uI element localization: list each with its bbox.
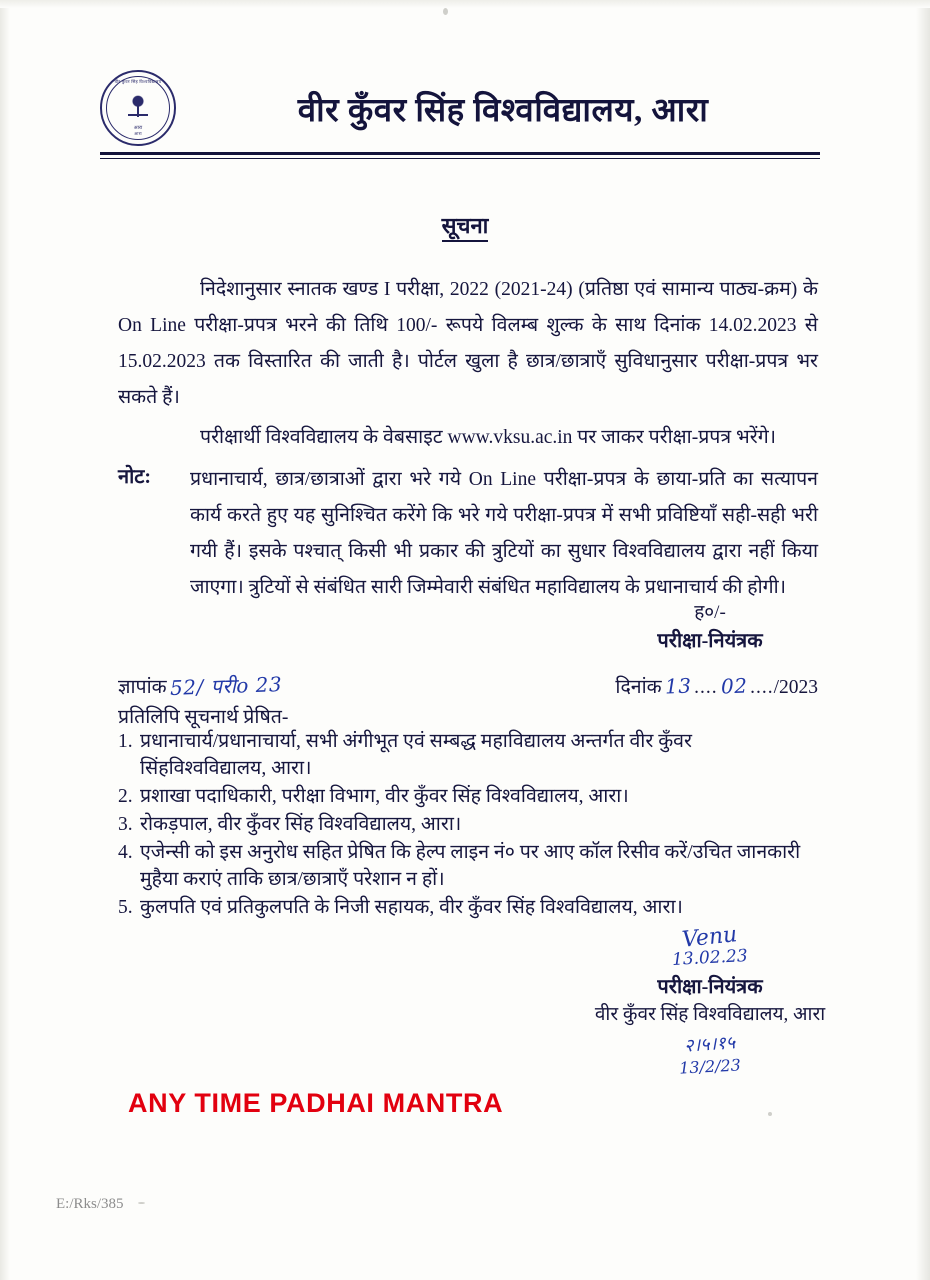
scan-speck bbox=[443, 8, 448, 15]
signature-date-text: 13.02.23 bbox=[671, 946, 749, 970]
paragraph-main: निदेशानुसार स्नातक खण्ड I परीक्षा, 2022 (2021-24) (प्रतिष्ठा एवं सामान्य पाठ्य-क्रम) के On Line परीक्षा-प्रपत्र भरने की तिथि 100/- रूपये विलम्ब शुल्क के साथ दिनांक 14.02.2023 से 15.02.2023 तक विस्तारित की जाती है। पोर्टल खुला है छात्र/छात्राएँ सुविधानुसार परीक्षा-प्रपत्र भर सकते हैं। bbox=[118, 279, 818, 408]
page-title bbox=[0, 210, 930, 240]
memo-date-year: /2023 bbox=[773, 677, 818, 698]
signature-designation-top: परीक्षा-नियंत्रक bbox=[657, 630, 763, 652]
list-item-text: कुलपति एवं प्रतिकुलपति के निजी सहायक, वीर कुँवर सिंह विश्वविद्यालय, आरा। bbox=[140, 897, 683, 918]
page-title-text: सूचना bbox=[442, 213, 489, 242]
memo-date-day: 13 bbox=[664, 673, 692, 699]
scan-speck bbox=[768, 1112, 772, 1116]
note-label: नोट: bbox=[118, 466, 152, 488]
list-item bbox=[118, 839, 818, 893]
list-item-number: 4. bbox=[118, 842, 133, 863]
copy-to-heading: प्रतिलिपि सूचनार्थ प्रेषित- bbox=[118, 707, 289, 728]
list-item-number: 3. bbox=[118, 814, 133, 835]
memo-number-group bbox=[118, 672, 285, 699]
list-item-text: एजेन्सी को इस अनुरोध सहित प्रेषित कि हेल्प लाइन नं० पर आए कॉल रिसीव करें/उचित जानकारी मुहैया कराएं ताकि छात्र/छात्राएँ परेशान न हों। bbox=[140, 842, 801, 890]
list-item bbox=[118, 728, 818, 782]
university-name: वीर कुँवर सिंह विश्वविद्यालय, आरा bbox=[297, 92, 709, 129]
signature-block-top bbox=[600, 598, 820, 653]
secondary-signature-wrap bbox=[560, 1026, 860, 1076]
scan-edge-left bbox=[0, 0, 10, 1280]
secondary-signature-date: 13/2/23 bbox=[678, 1055, 742, 1078]
signature-ho-mark: ह०/- bbox=[694, 602, 726, 623]
list-item-text: प्रधानाचार्य/प्रधानाचार्या, सभी अंगीभूत एवं सम्बद्ध महाविद्यालय अन्तर्गत वीर कुँवर सिंहविश्वविद्यालय, आरा। bbox=[140, 731, 693, 779]
list-item bbox=[118, 894, 818, 921]
seal-crest-sub-text: आरा bbox=[133, 126, 143, 131]
university-seal-icon bbox=[100, 70, 176, 146]
footer-file-code: E:/Rks/385 bbox=[56, 1196, 124, 1212]
memo-number-handwritten: 52/ परीo 23 bbox=[169, 672, 283, 700]
list-item-number: 2. bbox=[118, 786, 133, 807]
scan-edge-right bbox=[916, 0, 930, 1280]
divider-thin-line bbox=[100, 158, 820, 159]
divider-thick-line bbox=[100, 152, 820, 155]
memo-label: ज्ञापांक bbox=[118, 677, 167, 698]
memo-date-dots-2: .... bbox=[750, 677, 774, 698]
secondary-signature-text: २।५।१५ bbox=[683, 1032, 737, 1057]
seal-arc-top-text: वीर कुँवर सिंह विश्वविद्यालय bbox=[114, 79, 162, 84]
memo-date-label: दिनांक bbox=[615, 677, 662, 698]
list-item-number: 1. bbox=[118, 731, 133, 752]
watermark-text: ANY TIME PADHAI MANTRA bbox=[128, 1088, 504, 1118]
note-text: प्रधानाचार्य, छात्र/छात्राओं द्वारा भरे गये On Line परीक्षा-प्रपत्र के छाया-प्रति का सत्यापन कार्य करते हुए यह सुनिश्चित करेंगे कि भरे गये परीक्षा-प्रपत्र में सभी प्रविष्टियाँ सही-सही भरी गयी हैं। इसके पश्चात् किसी भी प्रकार की त्रुटियों का सुधार विश्वविद्यालय द्वारा नहीं किया जाएगा। त्रुटियों से संबंधित सारी जिम्मेवारी संबंधित महाविद्यालय के प्रधानाचार्य की होगी। bbox=[190, 469, 818, 598]
list-item bbox=[118, 783, 818, 810]
signature-date-wrap bbox=[560, 946, 860, 970]
letterhead bbox=[100, 70, 840, 146]
scan-edge-top bbox=[0, 0, 930, 8]
copy-to-list bbox=[118, 728, 818, 922]
signature-scribble bbox=[560, 922, 860, 953]
header-divider bbox=[100, 152, 820, 159]
signature-designation-bottom: परीक्षा-नियंत्रक bbox=[657, 976, 763, 998]
seal-arc-bottom-text: आरा bbox=[134, 131, 142, 136]
seal-crest-icon bbox=[121, 91, 155, 125]
paragraph-website: परीक्षार्थी विश्वविद्यालय के वेबसाइट www.vksu.ac.in पर जाकर परीक्षा-प्रपत्र भरेंगे। bbox=[200, 427, 777, 448]
signature-block-bottom bbox=[560, 922, 860, 1078]
list-item-text: प्रशाखा पदाधिकारी, परीक्षा विभाग, वीर कुँवर सिंह विश्वविद्यालय, आरा। bbox=[140, 786, 629, 807]
signature-university-bottom: वीर कुँवर सिंह विश्वविद्यालय, आरा bbox=[594, 1004, 826, 1025]
list-item bbox=[118, 811, 818, 838]
scan-speck bbox=[138, 1202, 145, 1204]
list-item-text: रोकड़पाल, वीर कुँवर सिंह विश्वविद्यालय, आरा। bbox=[140, 814, 462, 835]
memo-date-month: 02 bbox=[720, 673, 748, 699]
memo-date-dots-1: .... bbox=[694, 677, 718, 698]
signature-scribble-text: Venu bbox=[681, 922, 739, 953]
list-item-number: 5. bbox=[118, 897, 133, 918]
memo-date-group bbox=[615, 672, 818, 699]
